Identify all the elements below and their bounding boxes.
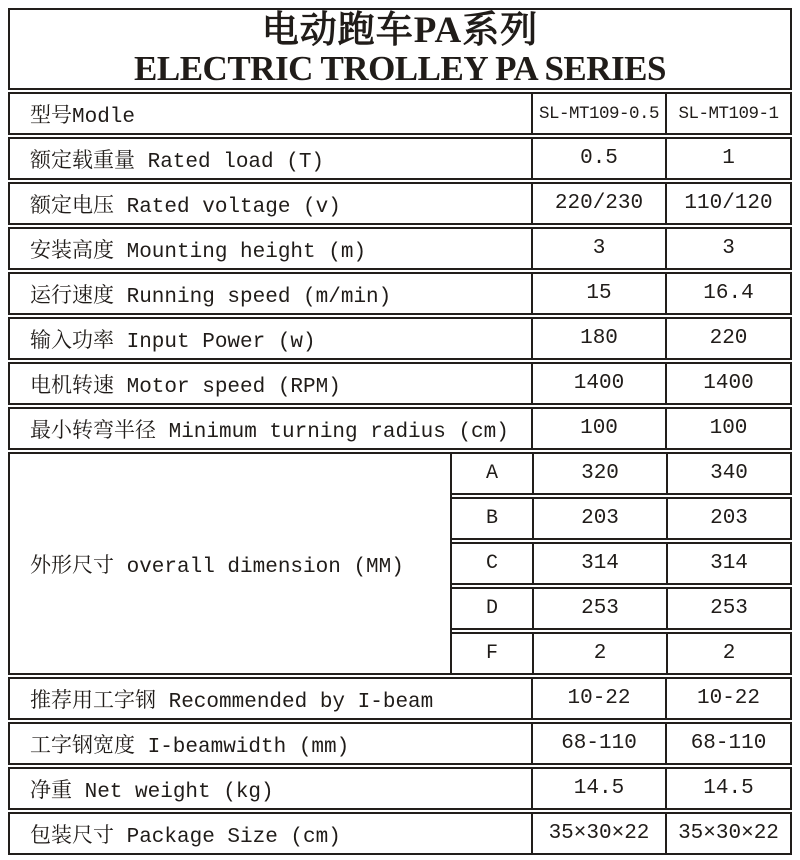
spec-label: 输入功率 Input Power (w) [30,330,316,354]
dim-row-a [450,452,792,495]
spec-label: 额定电压 Rated voltage (v) [30,195,341,219]
spec-value: 3 [665,229,790,268]
dim-value: 2 [666,634,790,673]
dim-row-b [450,497,792,540]
row-model [8,92,792,135]
spec-label: 额定载重量 Rated load (T) [30,150,325,174]
dimension-section [8,452,792,675]
spec-value: 14.5 [665,769,790,808]
spec-value: 1400 [531,364,665,403]
spec-label: 最小转弯半径 Minimum turning radius (cm) [30,420,509,444]
row-mounting-height [8,227,792,270]
spec-value: 16.4 [665,274,790,313]
spec-label: 工字钢宽度 I-beamwidth (mm) [30,735,350,759]
dim-key: B [485,507,498,530]
row-ibeam-width [8,722,792,765]
spec-value: 220 [665,319,790,358]
spec-label: 安装高度 Mounting height (m) [30,240,367,264]
spec-value: 110/120 [665,184,790,223]
spec-value: 10-22 [665,679,790,718]
spec-value-model-1: SL-MT109-0.5 [531,94,665,133]
spec-label: 包装尺寸 Package Size (cm) [30,825,341,849]
spec-label: 净重 Net weight (kg) [30,780,274,804]
dimension-label: 外形尺寸 overall dimension (MM) [8,452,452,675]
dim-row-d [450,587,792,630]
spec-value: 1 [665,139,790,178]
row-min-turning-radius [8,407,792,450]
dim-row-c [450,542,792,585]
spec-value: 35×30×22 [665,814,790,853]
dim-value: 203 [532,499,666,538]
dim-value: 253 [532,589,666,628]
title-english: ELECTRIC TROLLEY PA SERIES [134,48,666,88]
spec-value: 10-22 [531,679,665,718]
spec-value: 35×30×22 [531,814,665,853]
row-recommended-ibeam [8,677,792,720]
dim-key: D [485,597,498,620]
row-package-size [8,812,792,855]
spec-value-model-2: SL-MT109-1 [665,94,790,133]
dim-value: 340 [666,454,790,493]
spec-value: 100 [531,409,665,448]
spec-value: 180 [531,319,665,358]
dim-key: C [485,552,498,575]
dimension-sub-rows [450,452,792,675]
spec-label: 推荐用工字钢 Recommended by I-beam [30,690,434,714]
dim-row-f [450,632,792,675]
spec-value: 0.5 [531,139,665,178]
spec-value: 14.5 [531,769,665,808]
dim-value: 314 [666,544,790,583]
dim-value: 314 [532,544,666,583]
table-title [8,8,792,90]
row-input-power [8,317,792,360]
spec-value: 1400 [665,364,790,403]
dim-value: 203 [666,499,790,538]
dim-key: F [485,642,498,665]
dim-value: 320 [532,454,666,493]
row-rated-voltage [8,182,792,225]
spec-value: 15 [531,274,665,313]
dim-value: 2 [532,634,666,673]
spec-value: 220/230 [531,184,665,223]
row-net-weight [8,767,792,810]
spec-value: 68-110 [665,724,790,763]
dim-key: A [485,462,498,485]
row-running-speed [8,272,792,315]
title-chinese: 电动跑车PA系列 [261,10,539,52]
dim-value: 253 [666,589,790,628]
row-rated-load [8,137,792,180]
spec-label: 电机转速 Motor speed (RPM) [30,375,341,399]
spec-value: 3 [531,229,665,268]
spec-value: 68-110 [531,724,665,763]
spec-label: 运行速度 Running speed (m/min) [30,285,392,309]
spec-value: 100 [665,409,790,448]
spec-label: 型号Modle [30,105,136,129]
row-motor-speed [8,362,792,405]
